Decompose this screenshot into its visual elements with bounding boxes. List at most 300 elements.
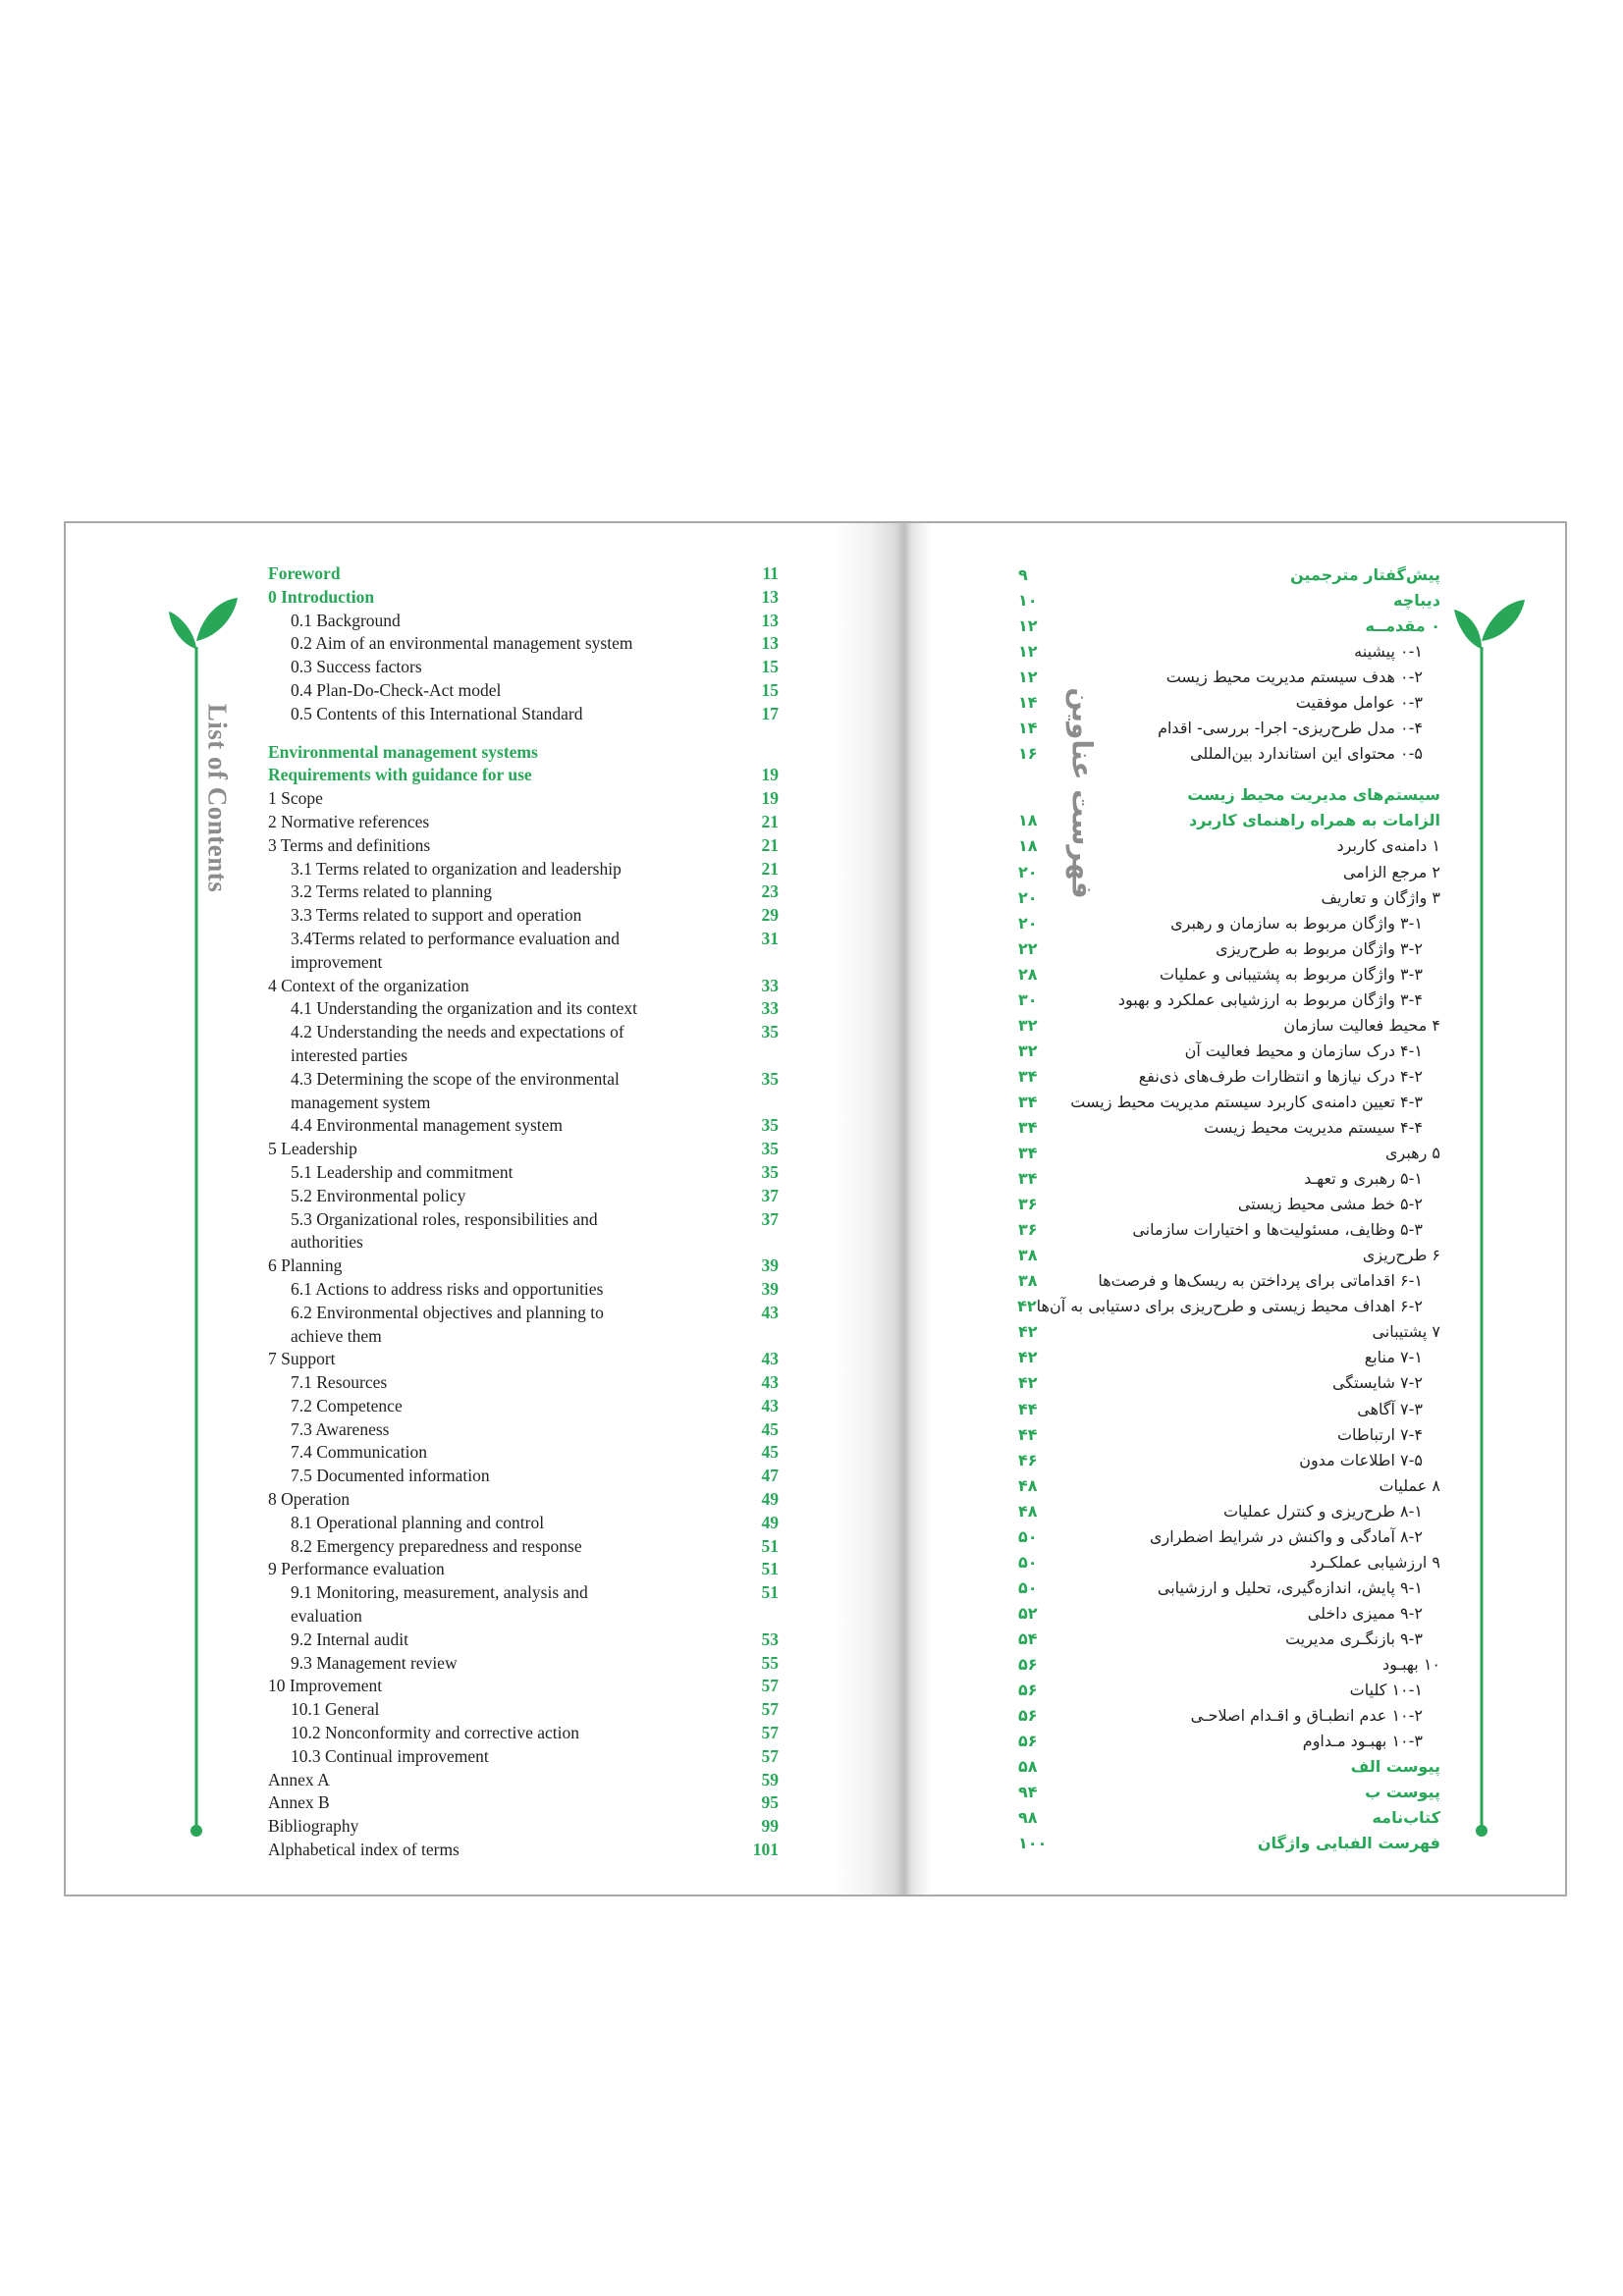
toc-entry[interactable]: [1018, 1192, 1440, 1217]
book-spread: [64, 521, 1567, 1896]
toc-entry-title: 3.1 Terms related to organization and leadership: [291, 858, 622, 879]
toc-entry[interactable]: [268, 610, 779, 633]
toc-entry-page: ۲۰: [1018, 913, 1038, 933]
toc-entry[interactable]: [268, 1605, 779, 1629]
toc-entry-page: 49: [761, 1489, 779, 1510]
toc-entry-title: 4.4 Environmental management system: [291, 1115, 564, 1136]
toc-entry-page: ۵۶: [1018, 1732, 1038, 1751]
toc-entry[interactable]: [268, 1465, 779, 1488]
toc-entry-page: ۴۲: [1018, 1348, 1038, 1367]
toc-entry-title: 7.5 Documented information: [291, 1466, 490, 1486]
toc-entry[interactable]: [268, 904, 779, 928]
toc-entry-page: 39: [761, 1278, 779, 1299]
toc-entry-title: evaluation: [291, 1606, 362, 1627]
toc-entry-page: 13: [761, 586, 779, 607]
toc-entry[interactable]: [1018, 1729, 1440, 1754]
toc-entry-title: ۱ دامنه‌ی کاربرد: [1336, 836, 1440, 856]
toc-entry[interactable]: [1018, 1550, 1440, 1575]
toc-entry-page: ۵۰: [1018, 1552, 1038, 1572]
toc-entry-page: 43: [761, 1395, 779, 1415]
toc-entry[interactable]: [1018, 1064, 1440, 1090]
toc-entry-page: ۳۸: [1018, 1246, 1038, 1265]
toc-entry-page: 57: [761, 1723, 779, 1743]
toc-entry[interactable]: [268, 1255, 779, 1278]
toc-entry[interactable]: [268, 632, 779, 656]
toc-entry-title: 10.3 Continual improvement: [291, 1745, 489, 1766]
toc-entry[interactable]: [1018, 1754, 1440, 1780]
toc-entry-page: ۱۴: [1018, 719, 1038, 738]
toc-entry-page: 43: [761, 1372, 779, 1393]
toc-entry[interactable]: [268, 1698, 779, 1722]
toc-entry-page: 35: [761, 1115, 779, 1136]
toc-entry-title: 2 Normative references: [268, 811, 430, 831]
toc-entry-title: 4.3 Determining the scope of the environmental: [291, 1068, 620, 1089]
toc-entry-page: ۵۶: [1018, 1681, 1038, 1700]
toc-entry[interactable]: [1018, 1473, 1440, 1499]
toc-entry[interactable]: [268, 811, 779, 834]
toc-entry[interactable]: [1018, 1141, 1440, 1166]
toc-entry[interactable]: [268, 1185, 779, 1208]
toc-entry-title: ۸ عملیات: [1379, 1475, 1440, 1495]
toc-entry-title: ۷-۲ شایستگی: [1331, 1373, 1423, 1393]
toc-entry[interactable]: [1018, 1397, 1440, 1422]
toc-entry-page: 35: [761, 1139, 779, 1159]
toc-entry[interactable]: [268, 562, 779, 586]
toc-entry-page: ۳۰: [1018, 989, 1038, 1009]
toc-entry-page: 43: [761, 1349, 779, 1369]
toc-entry-page: ۴۶: [1018, 1450, 1038, 1469]
toc-entry-title: ۲ مرجع الزامی: [1342, 862, 1440, 881]
toc-entry-title: 9.3 Management review: [291, 1652, 458, 1673]
toc-entry-title: ۴-۳ تعیین دامنه‌ی کاربرد سیستم مدیریت محیط زیست: [1070, 1092, 1423, 1111]
toc-entry-title: ۳-۱ واژگان مربوط به سازمان و رهبری: [1170, 913, 1423, 933]
toc-entry-page: 51: [761, 1582, 779, 1603]
toc-entry[interactable]: [268, 703, 779, 726]
toc-entry[interactable]: [1018, 614, 1440, 639]
toc-entry-title: ۹-۳ بازنگـری مدیریت: [1285, 1629, 1423, 1648]
toc-entry[interactable]: [268, 975, 779, 998]
toc-entry[interactable]: [1018, 936, 1440, 962]
toc-entry[interactable]: [1018, 1652, 1440, 1678]
toc-entry-page: 15: [761, 657, 779, 677]
toc-entry[interactable]: [1018, 639, 1440, 665]
toc-entry[interactable]: [268, 1769, 779, 1792]
toc-entry-title: 4.2 Understanding the needs and expectations of: [291, 1022, 624, 1042]
toc-entry[interactable]: [268, 1815, 779, 1839]
toc-entry-title: ۵-۲ خط مشی محیط زیستی: [1237, 1195, 1423, 1214]
toc-entry-title: 7.2 Competence: [291, 1395, 403, 1415]
toc-entry[interactable]: [1018, 1090, 1440, 1115]
toc-entry-page: 21: [761, 858, 779, 879]
toc-entry-title: Environmental management systems: [268, 741, 538, 762]
toc-entry-page: 57: [761, 1745, 779, 1766]
toc-entry-page: 95: [761, 1792, 779, 1813]
toc-entry[interactable]: [268, 1068, 779, 1092]
toc-entry[interactable]: [268, 1441, 779, 1465]
toc-entry-page: 55: [761, 1652, 779, 1673]
toc-entry-page: 35: [761, 1068, 779, 1089]
toc-entry-page: 57: [761, 1699, 779, 1720]
toc-entry-title: ۹-۱ پایش، اندازه‌گیری، تحلیل و ارزشیابی: [1157, 1577, 1423, 1597]
toc-entry-title: ۸-۲ آمادگی و واکنش در شرایط اضطراری: [1149, 1526, 1423, 1546]
toc-entry-page: ۳۴: [1018, 1066, 1038, 1086]
toc-entry[interactable]: [1018, 1780, 1440, 1805]
toc-entry-title: 6.1 Actions to address risks and opportunities: [291, 1278, 604, 1299]
toc-entry-page: 21: [761, 811, 779, 831]
toc-entry-page: 19: [761, 788, 779, 809]
toc-entry-title: 9 Performance evaluation: [268, 1559, 445, 1579]
toc-entry-title: 4.1 Understanding the organization and its context: [291, 998, 637, 1019]
toc-entry-title: ۴-۲ درک نیازها و انتظارات طرف‌های ذی‌نفع: [1138, 1066, 1423, 1086]
toc-entry-page: 13: [761, 610, 779, 630]
toc-entry-page: 99: [761, 1816, 779, 1837]
toc-entry-title: 8.1 Operational planning and control: [291, 1512, 545, 1532]
toc-entry-title: achieve them: [291, 1325, 382, 1346]
toc-entry-title: ۳-۳ واژگان مربوط به پشتیبانی و عملیات: [1159, 964, 1423, 984]
toc-entry[interactable]: [268, 1629, 779, 1652]
toc-entry-page: ۹۸: [1018, 1808, 1038, 1828]
vertical-title-persian: فهرست عناوین: [1065, 687, 1099, 899]
toc-entry[interactable]: [268, 1558, 779, 1581]
toc-entry[interactable]: [268, 928, 779, 951]
toc-entry-page: 13: [761, 633, 779, 654]
toc-entry[interactable]: [268, 881, 779, 904]
toc-entry[interactable]: [268, 1092, 779, 1115]
toc-entry-title: ۴-۱ درک سازمان و محیط فعالیت آن: [1184, 1041, 1423, 1060]
toc-entry-title: 3 Terms and definitions: [268, 834, 431, 855]
toc-entry[interactable]: [268, 1512, 779, 1535]
toc-entry-title: دیباچه: [1393, 591, 1440, 611]
toc-entry[interactable]: [1018, 1217, 1440, 1243]
toc-entry-page: ۱۸: [1018, 811, 1038, 830]
toc-entry-page: ۹۴: [1018, 1783, 1038, 1802]
toc-entry-page: ۱۶: [1018, 744, 1038, 764]
toc-entry-title: 0.5 Contents of this International Standard: [291, 703, 583, 723]
toc-entry-title: 5.2 Environmental policy: [291, 1185, 466, 1205]
toc-entry[interactable]: [1018, 1448, 1440, 1473]
toc-entry-title: 5 Leadership: [268, 1139, 357, 1159]
toc-entry[interactable]: [268, 858, 779, 881]
toc-entry[interactable]: [268, 1745, 779, 1769]
toc-entry[interactable]: [1018, 1575, 1440, 1601]
toc-entry[interactable]: [1018, 1831, 1440, 1856]
toc-entry-title: 0.1 Background: [291, 610, 401, 630]
toc-entry-page: ۳۶: [1018, 1220, 1038, 1240]
toc-entry[interactable]: [268, 1675, 779, 1698]
toc-entry[interactable]: [1018, 1601, 1440, 1627]
toc-entry-title: management system: [291, 1092, 431, 1112]
toc-entry-page: ۹: [1018, 565, 1028, 584]
toc-entry[interactable]: [1018, 1319, 1440, 1345]
toc-entry-page: ۴۲: [1018, 1322, 1038, 1342]
toc-entry-page: 35: [761, 1161, 779, 1182]
toc-entry-title: کتاب‌نامه: [1372, 1808, 1440, 1828]
toc-entry-page: 101: [752, 1840, 779, 1860]
toc-entry[interactable]: [268, 586, 779, 610]
toc-entry-page: 33: [761, 998, 779, 1019]
toc-entry-title: فهرست الفبایی واژگان: [1257, 1834, 1440, 1853]
toc-entry[interactable]: [1018, 1039, 1440, 1064]
toc-entry[interactable]: [1018, 1499, 1440, 1524]
vertical-title: List of Contents: [202, 703, 233, 893]
toc-entry[interactable]: [268, 997, 779, 1021]
toc-entry-title: ۷-۵ اطلاعات مدون: [1299, 1450, 1423, 1469]
toc-entry-page: ۳۴: [1018, 1092, 1038, 1111]
toc-entry-title: 3.3 Terms related to support and operation: [291, 905, 582, 926]
toc-entry-title: 10.1 General: [291, 1699, 380, 1720]
toc-entry-title: ۰-۲ هدف سیستم مدیریت محیط زیست: [1165, 667, 1423, 687]
toc-entry-title: 7.4 Communication: [291, 1442, 428, 1463]
toc-english: [268, 562, 779, 1862]
toc-entry-title: ۱۰-۲ عدم انطبـاق و اقـدام اصلاحـی: [1190, 1706, 1423, 1726]
toc-entry[interactable]: [268, 1044, 779, 1068]
toc-entry[interactable]: [268, 1138, 779, 1161]
toc-entry-title: 0.3 Success factors: [291, 657, 422, 677]
toc-entry[interactable]: [1018, 988, 1440, 1013]
left-page: [66, 523, 837, 1895]
toc-entry-title: ۱۰ بهبـود: [1381, 1654, 1440, 1674]
toc-entry-page: 51: [761, 1559, 779, 1579]
toc-entry-page: ۱۰۰: [1018, 1834, 1048, 1853]
toc-entry-title: پیش‌گفتار مترجمین: [1290, 565, 1440, 584]
toc-entry-title: 7.1 Resources: [291, 1372, 388, 1393]
toc-entry-title: interested parties: [291, 1044, 408, 1065]
toc-entry-title: 6 Planning: [268, 1255, 343, 1276]
toc-entry-title: 5.3 Organizational roles, responsibilities and: [291, 1208, 598, 1229]
toc-entry-page: 35: [761, 1022, 779, 1042]
toc-entry-title: ۵ رهبری: [1384, 1144, 1440, 1163]
toc-entry-page: ۴۸: [1018, 1475, 1038, 1495]
toc-entry[interactable]: [1018, 1243, 1440, 1268]
toc-entry-title: ۵-۱ رهبری و تعهـد: [1304, 1169, 1423, 1189]
toc-entry[interactable]: [268, 1021, 779, 1044]
toc-entry-page: 11: [762, 563, 779, 583]
toc-entry[interactable]: [268, 1325, 779, 1349]
toc-entry[interactable]: [268, 1581, 779, 1605]
toc-entry-page: ۵۶: [1018, 1654, 1038, 1674]
toc-entry-title: authorities: [291, 1232, 363, 1253]
section-gap: [268, 726, 779, 741]
toc-entry-title: ۰-۳ عوامل موفقیت: [1295, 693, 1423, 713]
toc-entry-title: ۱۰-۱ کلیات: [1349, 1681, 1423, 1700]
toc-entry-title: ۱۰-۳ بهبـود مـداوم: [1302, 1732, 1423, 1751]
toc-entry-title: ۸-۱ طرح‌ریزی و کنترل عملیات: [1222, 1501, 1423, 1521]
toc-entry-page: 47: [761, 1466, 779, 1486]
toc-entry-page: ۵۶: [1018, 1706, 1038, 1726]
toc-entry-page: 17: [761, 703, 779, 723]
toc-entry-title: Bibliography: [268, 1816, 359, 1837]
sprout-vine-icon-right: [1431, 590, 1529, 1846]
toc-entry-page: ۱۲: [1018, 667, 1038, 687]
toc-entry-title: سیستم‌های مدیریت محیط زیست: [1187, 785, 1440, 805]
toc-entry-page: ۱۲: [1018, 616, 1038, 636]
toc-entry-title: ۷-۳ آگاهی: [1357, 1399, 1423, 1418]
toc-entry[interactable]: [1018, 1805, 1440, 1831]
toc-entry-title: ۳-۲ واژگان مربوط به طرح‌ریزی: [1216, 938, 1423, 958]
toc-entry[interactable]: [1018, 1013, 1440, 1039]
toc-entry[interactable]: [268, 1535, 779, 1559]
toc-entry-page: ۴۲: [1017, 1297, 1037, 1316]
toc-entry[interactable]: [268, 1791, 779, 1815]
toc-entry[interactable]: [1018, 911, 1440, 936]
toc-entry-title: ۰-۵ محتوای این استاندارد بین‌المللی: [1189, 744, 1423, 764]
toc-entry-page: 51: [761, 1535, 779, 1556]
toc-entry-title: ۳ واژگان و تعاریف: [1321, 887, 1440, 907]
toc-entry-title: 8.2 Emergency preparedness and response: [291, 1535, 582, 1556]
toc-entry-page: ۳۴: [1018, 1117, 1038, 1137]
toc-entry-title: ۵-۳ وظایف، مسئولیت‌ها و اختیارات سازمانی: [1132, 1220, 1423, 1240]
toc-entry[interactable]: [1018, 962, 1440, 988]
toc-entry-title: Foreword: [268, 563, 341, 583]
toc-entry-page: ۴۸: [1018, 1501, 1038, 1521]
toc-entry[interactable]: [268, 1348, 779, 1371]
toc-entry-page: ۳۶: [1018, 1195, 1038, 1214]
toc-entry-page: ۴۴: [1018, 1399, 1038, 1418]
toc-entry[interactable]: [268, 1302, 779, 1325]
toc-entry-page: 45: [761, 1442, 779, 1463]
toc-entry-page: ۱۴: [1018, 693, 1038, 713]
toc-entry[interactable]: [1018, 1268, 1440, 1294]
toc-entry[interactable]: [268, 787, 779, 811]
toc-entry-title: 3.2 Terms related to planning: [291, 881, 493, 902]
toc-entry-title: ۶-۱ اقداماتی برای پرداختن به ریسک‌ها و فرصت‌ها: [1098, 1271, 1423, 1291]
toc-entry-title: ۹ ارزشیابی عملکـرد: [1309, 1552, 1440, 1572]
toc-entry-page: 59: [761, 1769, 779, 1789]
page-gutter: [834, 523, 932, 1895]
toc-entry-page: ۱۲: [1018, 642, 1038, 662]
toc-entry[interactable]: [1018, 1345, 1440, 1370]
toc-entry-title: 0.2 Aim of an environmental management system: [291, 633, 633, 654]
toc-entry-page: ۳۲: [1018, 1041, 1038, 1060]
toc-entry-title: ۴-۴ سیستم مدیریت محیط زیست: [1204, 1117, 1423, 1137]
toc-entry[interactable]: [268, 1208, 779, 1232]
toc-entry-page: ۲۰: [1018, 887, 1038, 907]
toc-entry-title: 10.2 Nonconformity and corrective action: [291, 1723, 579, 1743]
toc-entry-page: 53: [761, 1629, 779, 1649]
toc-entry-page: 19: [761, 765, 779, 785]
toc-entry-page: ۵۸: [1018, 1757, 1038, 1777]
toc-entry-page: ۳۲: [1018, 1015, 1038, 1035]
toc-entry[interactable]: [268, 741, 779, 765]
toc-entry[interactable]: [268, 1395, 779, 1418]
toc-entry-title: Requirements with guidance for use: [268, 765, 532, 785]
toc-entry[interactable]: [1018, 1678, 1440, 1703]
toc-entry[interactable]: [268, 1488, 779, 1512]
toc-entry-title: Alphabetical index of terms: [268, 1840, 460, 1860]
toc-entry[interactable]: [1018, 1115, 1440, 1141]
toc-entry-title: ۰ مقدمــه: [1365, 616, 1440, 636]
toc-entry[interactable]: [268, 1278, 779, 1302]
toc-entry-page: ۲۲: [1018, 938, 1038, 958]
toc-entry-page: ۴۴: [1018, 1424, 1038, 1444]
toc-entry[interactable]: [268, 1371, 779, 1395]
toc-entry[interactable]: [1018, 1294, 1440, 1319]
toc-entry-title: 8 Operation: [268, 1489, 351, 1510]
toc-entry-title: Annex B: [268, 1792, 330, 1813]
toc-entry[interactable]: [1018, 1703, 1440, 1729]
toc-entry-page: 45: [761, 1418, 779, 1439]
toc-entry[interactable]: [268, 764, 779, 787]
toc-entry-page: ۳۴: [1018, 1144, 1038, 1163]
toc-entry-title: 3.4Terms related to performance evaluation and: [291, 928, 621, 948]
toc-entry-title: ۰-۱ پیشینه: [1354, 642, 1423, 662]
toc-entry-title: 9.1 Monitoring, measurement, analysis and: [291, 1582, 588, 1603]
toc-entry-title: 7 Support: [268, 1349, 336, 1369]
toc-entry-title: 0 Introduction: [268, 586, 375, 607]
toc-entry-title: 0.4 Plan-Do-Check-Act model: [291, 679, 502, 700]
toc-entry-title: 4 Context of the organization: [268, 975, 469, 995]
toc-entry-title: ۶-۲ اهداف محیط زیستی و طرح‌ریزی برای دستیابی به آن‌ها: [1036, 1297, 1423, 1316]
toc-entry[interactable]: [268, 1652, 779, 1676]
toc-entry-title: ۷-۱ منابع: [1364, 1348, 1423, 1367]
toc-entry[interactable]: [268, 1839, 779, 1862]
toc-entry[interactable]: [268, 1722, 779, 1745]
toc-entry[interactable]: [1018, 588, 1440, 614]
toc-entry-title: improvement: [291, 951, 383, 972]
toc-entry[interactable]: [268, 679, 779, 703]
toc-entry[interactable]: [268, 834, 779, 858]
toc-entry-title: 7.3 Awareness: [291, 1418, 390, 1439]
toc-entry-page: 37: [761, 1185, 779, 1205]
toc-entry[interactable]: [1018, 1422, 1440, 1448]
toc-entry[interactable]: [268, 1231, 779, 1255]
toc-entry[interactable]: [268, 951, 779, 975]
toc-entry-page: ۳۴: [1018, 1169, 1038, 1189]
toc-entry[interactable]: [1018, 1524, 1440, 1550]
toc-entry-page: 49: [761, 1512, 779, 1532]
toc-entry-title: ۳-۴ واژگان مربوط به ارزشیابی عملکرد و بهبود: [1117, 989, 1423, 1009]
toc-entry-page: ۴۲: [1018, 1373, 1038, 1393]
toc-entry-page: 33: [761, 975, 779, 995]
toc-entry[interactable]: [1018, 1627, 1440, 1652]
toc-entry[interactable]: [1018, 562, 1440, 588]
toc-entry-page: ۱۸: [1018, 836, 1038, 856]
toc-entry[interactable]: [268, 656, 779, 679]
toc-entry-title: 6.2 Environmental objectives and planning to: [291, 1302, 604, 1322]
toc-entry-title: ۷ پشتیبانی: [1372, 1322, 1440, 1342]
toc-entry-page: ۳۸: [1018, 1271, 1038, 1291]
toc-entry-title: 1 Scope: [268, 788, 323, 809]
toc-entry-title: الزامات به همراه راهنمای کاربرد: [1188, 811, 1440, 830]
toc-entry[interactable]: [268, 1161, 779, 1185]
toc-entry-page: 21: [761, 834, 779, 855]
toc-entry-page: 15: [761, 679, 779, 700]
toc-entry-title: پیوست ب: [1365, 1783, 1440, 1802]
toc-entry-title: 10 Improvement: [268, 1676, 383, 1696]
toc-entry-title: پیوست الف: [1350, 1757, 1440, 1777]
toc-entry-title: ۶ طرح‌ریزی: [1362, 1246, 1440, 1265]
toc-entry[interactable]: [268, 1418, 779, 1442]
toc-entry-page: 37: [761, 1208, 779, 1229]
toc-entry-page: 57: [761, 1676, 779, 1696]
toc-entry-title: ۹-۲ ممیزی داخلی: [1307, 1603, 1423, 1623]
toc-entry[interactable]: [1018, 1166, 1440, 1192]
toc-entry-title: 9.2 Internal audit: [291, 1629, 409, 1649]
toc-entry[interactable]: [268, 1114, 779, 1138]
toc-entry-title: ۴ محیط فعالیت سازمان: [1283, 1015, 1440, 1035]
toc-entry[interactable]: [1018, 1370, 1440, 1396]
toc-entry-page: ۵۰: [1018, 1577, 1038, 1597]
toc-entry-page: ۵۴: [1018, 1629, 1038, 1648]
toc-entry-page: 31: [761, 928, 779, 948]
toc-entry-page: ۵۲: [1018, 1603, 1038, 1623]
toc-entry-page: 23: [761, 881, 779, 902]
toc-entry-page: ۲۸: [1018, 964, 1038, 984]
toc-entry-title: ۰-۴ مدل طرح‌ریزی- اجرا- بررسی- اقدام: [1158, 719, 1423, 738]
toc-entry-page: 29: [761, 905, 779, 926]
toc-entry-page: 43: [761, 1302, 779, 1322]
toc-entry-page: 39: [761, 1255, 779, 1276]
